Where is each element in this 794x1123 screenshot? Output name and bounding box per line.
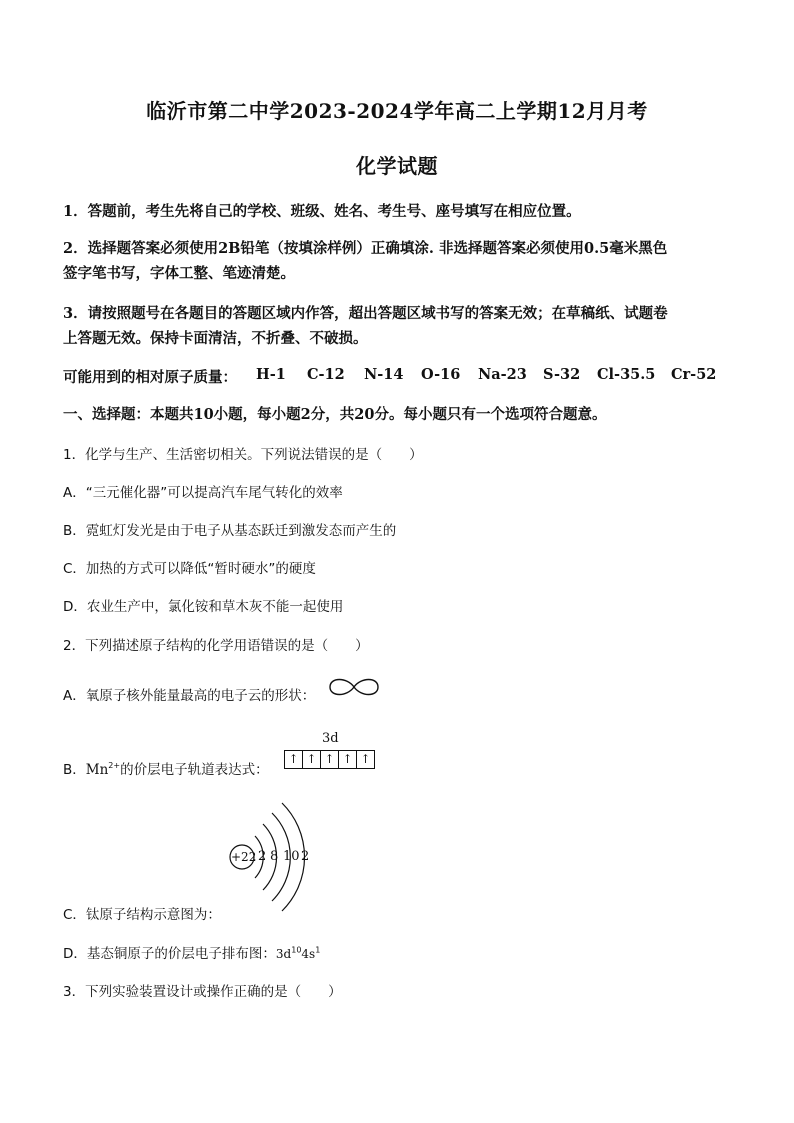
q1-option-a: A．“三元催化器”可以提高汽车尾气转化的效率 xyxy=(63,485,343,501)
q2-option-b-suffix: 的价层电子轨道表达式： xyxy=(120,762,269,778)
shell-count-3: 10 xyxy=(283,849,300,864)
atomic-mass-o: O-16 xyxy=(421,366,461,383)
p-orbital-dumbbell-icon xyxy=(327,676,381,698)
q2-option-d-3d-sup: 10 xyxy=(291,945,302,955)
q2-option-a: A．氧原子核外能量最高的电子云的形状： xyxy=(63,688,316,704)
atomic-mass-cl: Cl-35.5 xyxy=(597,366,656,383)
q1-stem: 1．化学与生产、生活密切相关。下列说法错误的是（ ） xyxy=(63,447,423,463)
q2-option-d-4s: 4s xyxy=(301,947,316,961)
section-heading: 一、选择题：本题共10小题，每小题2分，共20分。每小题只有一个选项符合题意。 xyxy=(63,406,607,423)
atomic-mass-c: C-12 xyxy=(307,366,345,383)
orbital-diagram-3d xyxy=(284,750,375,769)
q2-option-b-ion: Mn xyxy=(85,762,109,778)
orbital-box-4: ↑ xyxy=(339,751,357,768)
note-2-line-2: 签字笔书写，字体工整、笔迹清楚。 xyxy=(63,265,295,282)
atomic-mass-cr: Cr-52 xyxy=(671,366,717,383)
orbital-box-3: ↑ xyxy=(321,751,339,768)
q2-option-b-charge: 2+ xyxy=(108,760,121,770)
q2-option-c: C．钛原子结构示意图为： xyxy=(63,907,221,923)
q2-option-b-prefix: B． xyxy=(63,762,86,778)
q2-option-d xyxy=(63,942,320,962)
atomic-mass-h: H-1 xyxy=(256,366,286,383)
orbital-box-2: ↑ xyxy=(303,751,321,768)
q2-option-d-prefix: D．基态铜原子的价层电子排布图： xyxy=(63,946,276,962)
note-1: 1．答题前，考生先将自己的学校、班级、姓名、考生号、座号填写在相应位置。 xyxy=(63,203,581,220)
note-3-line-1: 3．请按照题号在各题目的答题区域内作答，超出答题区域书写的答案无效；在草稿纸、试题卷 xyxy=(63,305,668,322)
atomic-mass-na: Na-23 xyxy=(478,366,527,383)
nucleus-charge: +22 xyxy=(231,850,257,864)
q2-option-d-3d: 3d xyxy=(275,947,292,961)
shell-count-2: 8 xyxy=(270,849,279,864)
q2-stem: 2．下列描述原子结构的化学用语错误的是（ ） xyxy=(63,638,369,654)
orbital-label: 3d xyxy=(322,731,339,746)
orbital-box-5: ↑ xyxy=(360,752,371,766)
page-subtitle: 化学试题 xyxy=(356,154,438,178)
shell-count-1: 2 xyxy=(258,849,267,864)
q3-stem: 3．下列实验装置设计或操作正确的是（ ） xyxy=(63,984,342,1000)
note-2-line-1: 2．选择题答案必须使用2B铅笔（按填涂样例）正确填涂. 非选择题答案必须使用0.5毫米黑色 xyxy=(63,240,668,257)
atomic-mass-label: 可能用到的相对原子质量： xyxy=(63,369,237,386)
atomic-mass-n: N-14 xyxy=(364,366,404,383)
q2-option-d-4s-sup: 1 xyxy=(315,945,321,955)
orbital-box-1: ↑ xyxy=(285,751,303,768)
page-title: 临沂市第二中学2023-2024学年高二上学期12月月考 xyxy=(146,99,648,123)
shell-count-4: 2 xyxy=(301,849,310,864)
atomic-mass-s: S-32 xyxy=(543,366,581,383)
note-3-line-2: 上答题无效。保持卡面清洁，不折叠、不破损。 xyxy=(63,330,368,347)
q2-option-b xyxy=(63,758,269,778)
q1-option-c: C．加热的方式可以降低“暂时硬水”的硬度 xyxy=(63,561,316,577)
q1-option-b: B．霓虹灯发光是由于电子从基态跃迁到激发态而产生的 xyxy=(63,523,397,539)
q1-option-d: D．农业生产中，氯化铵和草木灰不能一起使用 xyxy=(63,599,344,615)
